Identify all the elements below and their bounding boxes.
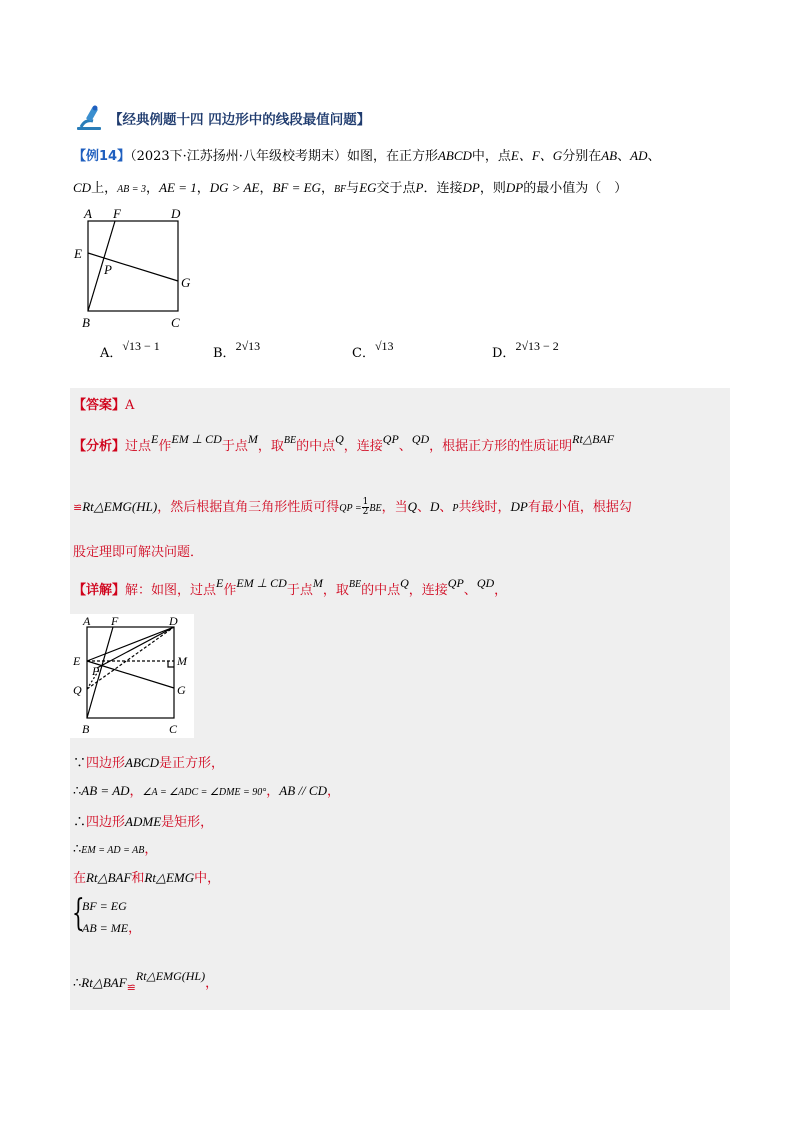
label2-m: M: [177, 654, 187, 668]
analysis-tag: 【分析】: [73, 439, 126, 454]
label2-c: C: [169, 722, 178, 736]
label2-e: E: [73, 654, 81, 668]
system-eq-2: AB = ME，: [82, 921, 142, 936]
label2-p: P: [92, 664, 100, 678]
option-a[interactable]: A．√13 − 1: [100, 339, 160, 361]
label-c: C: [171, 315, 180, 330]
label-g: G: [181, 275, 191, 290]
step-5: 在Rt△BAF和Rt△EMG中，: [73, 870, 221, 886]
detail-tag: 【详解】: [73, 583, 126, 598]
label-e: E: [74, 246, 82, 261]
question-line-1: 【例14】（2023下·江苏扬州·八年级校考期末）如图，在正方形ABCD中，点E、F、G分别在AB、AD、: [73, 148, 661, 164]
label2-f: F: [111, 614, 119, 628]
figure-1: [70, 203, 200, 333]
system-eq-1: BF = EG: [82, 899, 127, 913]
option-c[interactable]: C．√13: [352, 339, 394, 361]
answer-value: A: [125, 398, 135, 413]
figure-2: [70, 614, 194, 738]
label-f: F: [113, 206, 121, 221]
label-a: A: [84, 206, 92, 221]
brace-symbol: {: [72, 893, 85, 934]
step-7: $\therefore Rt\triangle BAF_≌Rt\triangle EMG(HL)$，: [73, 969, 219, 994]
step-2: ∴AB = AD，∠A = ∠ADC = ∠DME = 90°，AB // CD，: [73, 783, 340, 799]
label-b: B: [82, 315, 90, 330]
step-1: ∵四边形ABCD是正方形，: [73, 755, 224, 771]
section-title: [75, 103, 370, 133]
step-4: ∴EM = AD = AB，: [73, 842, 158, 857]
analysis-line-2: ≌Rt△EMG(HL)，然后根据直角三角形性质可得QP = $\frac{1}{2}$ BE，当Q、D、P共线时，DP有最小值，根据勾: [73, 497, 632, 517]
microscope-icon: [75, 104, 105, 132]
question-line-2: CD上，AB = 3，AE = 1，DG > AE，BF = EG，BF与EG交于点P．连接DP，则DP的最小值为（ ）: [73, 180, 628, 196]
label2-g: G: [177, 683, 186, 697]
option-b[interactable]: B．2√13: [213, 339, 261, 361]
label-p: P: [104, 262, 112, 277]
analysis-line-3: 股定理即可解决问题．: [73, 545, 204, 560]
example-tag: 【例14】: [73, 149, 131, 164]
label2-b: B: [82, 722, 90, 736]
label2-a: A: [83, 614, 91, 628]
title-text: 【经典例题十四 四边形中的线段最值问题】: [109, 112, 371, 128]
label-d: D: [171, 206, 181, 221]
step-3: ∴四边形ADME是矩形，: [73, 814, 214, 830]
detail-line-1: 【详解】解：如图，过点E作EM ⊥ CD于点M，取$^{BE}$的中点Q，连接QP、QD，: [73, 576, 508, 598]
option-d[interactable]: D．2√13 − 2: [492, 339, 559, 361]
answer-line: [73, 396, 134, 416]
label2-q: Q: [73, 683, 82, 697]
answer-tag: 【答案】: [73, 398, 126, 413]
fraction-half: $\frac{1}{2}$: [362, 497, 369, 517]
label2-d: D: [169, 614, 178, 628]
analysis-line-1: 【分析】过点E作EM ⊥ CD于点M，取$^{BE}$的中点Q，连接QP、QD，根据正方形的性质证明Rt△BAF: [73, 432, 615, 454]
